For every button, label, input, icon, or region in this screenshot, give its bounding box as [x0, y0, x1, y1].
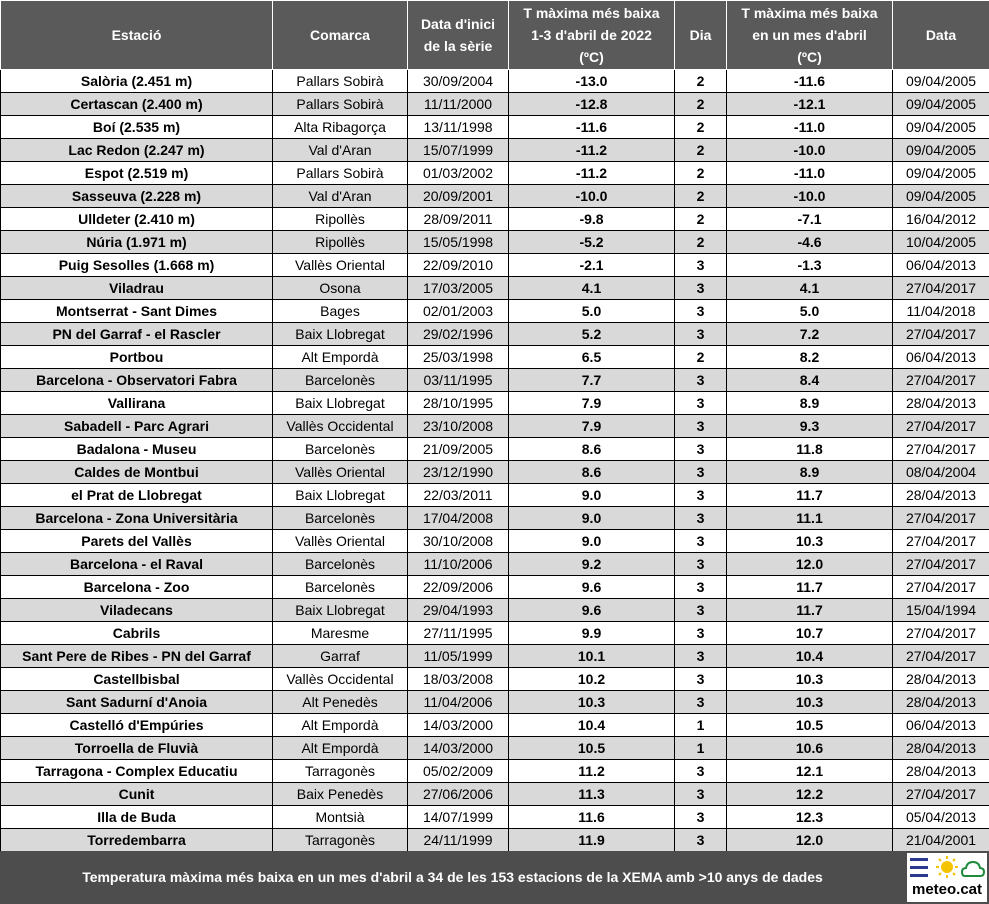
cell-day: 2 — [675, 162, 727, 185]
cell-date: 05/04/2013 — [893, 806, 989, 829]
cell-station: Barcelona - el Raval — [1, 553, 273, 576]
cell-day: 2 — [675, 231, 727, 254]
cell-county: Baix Llobregat — [273, 392, 408, 415]
table-row — [1, 438, 989, 461]
cell-day: 3 — [675, 300, 727, 323]
cell-county: Val d'Aran — [273, 139, 408, 162]
cell-record: 8.4 — [727, 369, 893, 392]
header-day: Dia — [675, 1, 727, 70]
cell-date: 28/04/2013 — [893, 668, 989, 691]
cell-county: Montsià — [273, 806, 408, 829]
cell-day: 3 — [675, 783, 727, 806]
cell-start: 15/05/1998 — [408, 231, 509, 254]
cell-station: Barcelona - Observatori Fabra — [1, 369, 273, 392]
cell-record: 11.7 — [727, 576, 893, 599]
cell-record: -7.1 — [727, 208, 893, 231]
cell-record: 8.9 — [727, 392, 893, 415]
cell-day: 3 — [675, 461, 727, 484]
cell-station: Parets del Vallès — [1, 530, 273, 553]
lines-icon — [910, 858, 928, 877]
cell-record: 4.1 — [727, 277, 893, 300]
cell-tmax: -13.0 — [509, 70, 675, 93]
cell-tmax: 10.5 — [509, 737, 675, 760]
cell-record: 8.2 — [727, 346, 893, 369]
cell-record: -12.1 — [727, 93, 893, 116]
cell-date: 21/04/2001 — [893, 829, 989, 852]
cell-start: 23/10/2008 — [408, 415, 509, 438]
cell-day: 3 — [675, 530, 727, 553]
cell-start: 23/12/1990 — [408, 461, 509, 484]
cell-county: Baix Llobregat — [273, 484, 408, 507]
cell-county: Vallès Oriental — [273, 530, 408, 553]
cell-date: 27/04/2017 — [893, 553, 989, 576]
cell-record: 8.9 — [727, 461, 893, 484]
cell-county: Alt Empordà — [273, 737, 408, 760]
cell-day: 2 — [675, 185, 727, 208]
table-row — [1, 599, 989, 622]
cell-station: Sant Sadurní d'Anoia — [1, 691, 273, 714]
cell-record: 11.7 — [727, 599, 893, 622]
cell-start: 11/04/2006 — [408, 691, 509, 714]
cell-date: 27/04/2017 — [893, 622, 989, 645]
cell-start: 14/03/2000 — [408, 737, 509, 760]
cell-station: Certascan (2.400 m) — [1, 93, 273, 116]
cell-start: 05/02/2009 — [408, 760, 509, 783]
cell-county: Val d'Aran — [273, 185, 408, 208]
cell-start: 01/03/2002 — [408, 162, 509, 185]
cell-day: 3 — [675, 277, 727, 300]
cell-start: 28/10/1995 — [408, 392, 509, 415]
header-tmax-record-line-3: (ºC) — [797, 49, 822, 65]
cell-tmax: 9.6 — [509, 599, 675, 622]
cell-start: 15/07/1999 — [408, 139, 509, 162]
cell-record: 10.3 — [727, 691, 893, 714]
cell-day: 2 — [675, 139, 727, 162]
cell-day: 1 — [675, 737, 727, 760]
cell-county: Alta Ribagorça — [273, 116, 408, 139]
cell-county: Vallès Oriental — [273, 254, 408, 277]
cell-start: 20/09/2001 — [408, 185, 509, 208]
cell-start: 18/03/2008 — [408, 668, 509, 691]
cell-date: 09/04/2005 — [893, 70, 989, 93]
cell-day: 2 — [675, 346, 727, 369]
table-row — [1, 346, 989, 369]
cell-record: -11.0 — [727, 116, 893, 139]
cell-start: 11/05/1999 — [408, 645, 509, 668]
cell-record: 10.5 — [727, 714, 893, 737]
table-row — [1, 208, 989, 231]
cell-county: Baix Llobregat — [273, 599, 408, 622]
cell-tmax: 7.7 — [509, 369, 675, 392]
cell-date: 27/04/2017 — [893, 783, 989, 806]
cell-start: 11/10/2006 — [408, 553, 509, 576]
cell-county: Barcelonès — [273, 369, 408, 392]
cell-tmax: 11.3 — [509, 783, 675, 806]
cell-county: Barcelonès — [273, 553, 408, 576]
cell-county: Maresme — [273, 622, 408, 645]
cell-start: 22/09/2006 — [408, 576, 509, 599]
table-row — [1, 461, 989, 484]
cell-station: Sasseuva (2.228 m) — [1, 185, 273, 208]
table-row — [1, 300, 989, 323]
meteocat-logo-icon — [909, 855, 985, 881]
table-row — [1, 507, 989, 530]
cell-tmax: 9.0 — [509, 507, 675, 530]
table-row — [1, 622, 989, 645]
cell-record: 7.2 — [727, 323, 893, 346]
cell-tmax: -12.8 — [509, 93, 675, 116]
cell-record: 12.0 — [727, 553, 893, 576]
header-tmax-2022-line-1: T màxima més baixa — [523, 5, 660, 21]
cell-day: 3 — [675, 507, 727, 530]
cell-date: 27/04/2017 — [893, 277, 989, 300]
cell-county: Alt Empordà — [273, 714, 408, 737]
cell-day: 3 — [675, 369, 727, 392]
cell-record: -1.3 — [727, 254, 893, 277]
table-row — [1, 645, 989, 668]
cell-station: Castellbisbal — [1, 668, 273, 691]
cell-tmax: 10.2 — [509, 668, 675, 691]
table-row — [1, 392, 989, 415]
cell-county: Bages — [273, 300, 408, 323]
cell-day: 3 — [675, 323, 727, 346]
cell-station: Sant Pere de Ribes - PN del Garraf — [1, 645, 273, 668]
cell-day: 3 — [675, 484, 727, 507]
cell-tmax: -11.2 — [509, 162, 675, 185]
cell-record: 5.0 — [727, 300, 893, 323]
cell-tmax: 5.0 — [509, 300, 675, 323]
cell-station: Portbou — [1, 346, 273, 369]
cell-date: 28/04/2013 — [893, 737, 989, 760]
table-body — [1, 70, 989, 852]
table-row — [1, 691, 989, 714]
cell-tmax: 11.6 — [509, 806, 675, 829]
footer-bar — [0, 851, 989, 904]
table-row — [1, 93, 989, 116]
cell-record: 12.3 — [727, 806, 893, 829]
header-tmax-record — [727, 1, 893, 70]
cell-date: 15/04/1994 — [893, 599, 989, 622]
table-row — [1, 254, 989, 277]
cell-tmax: 8.6 — [509, 438, 675, 461]
cell-county: Baix Penedès — [273, 783, 408, 806]
cell-day: 1 — [675, 714, 727, 737]
cell-date: 06/04/2013 — [893, 714, 989, 737]
cell-county: Ripollès — [273, 231, 408, 254]
cell-station: Vallirana — [1, 392, 273, 415]
cell-start: 14/03/2000 — [408, 714, 509, 737]
table-row — [1, 829, 989, 852]
cell-record: 10.3 — [727, 668, 893, 691]
table-row — [1, 668, 989, 691]
cell-date: 27/04/2017 — [893, 415, 989, 438]
cell-county: Alt Penedès — [273, 691, 408, 714]
cell-tmax: -10.0 — [509, 185, 675, 208]
cell-start: 22/09/2010 — [408, 254, 509, 277]
table-row — [1, 714, 989, 737]
cell-county: Tarragonès — [273, 760, 408, 783]
cell-station: Lac Redon (2.247 m) — [1, 139, 273, 162]
cell-station: Illa de Buda — [1, 806, 273, 829]
cell-day: 3 — [675, 392, 727, 415]
cell-record: -11.0 — [727, 162, 893, 185]
cell-tmax: 5.2 — [509, 323, 675, 346]
meteocat-logo — [907, 853, 987, 902]
cell-start: 30/09/2004 — [408, 70, 509, 93]
cell-start: 27/11/1995 — [408, 622, 509, 645]
cell-date: 10/04/2005 — [893, 231, 989, 254]
cell-start: 21/09/2005 — [408, 438, 509, 461]
cell-record: -10.0 — [727, 139, 893, 162]
cell-station: Montserrat - Sant Dimes — [1, 300, 273, 323]
cell-date: 28/04/2013 — [893, 691, 989, 714]
cell-county: Tarragonès — [273, 829, 408, 852]
cell-county: Vallès Occidental — [273, 415, 408, 438]
cell-date: 06/04/2013 — [893, 346, 989, 369]
cell-tmax: 7.9 — [509, 392, 675, 415]
cell-date: 27/04/2017 — [893, 530, 989, 553]
cell-day: 3 — [675, 645, 727, 668]
table-row — [1, 783, 989, 806]
cell-day: 2 — [675, 208, 727, 231]
cell-record: 9.3 — [727, 415, 893, 438]
cell-day: 3 — [675, 553, 727, 576]
cell-station: Cunit — [1, 783, 273, 806]
cell-start: 29/04/1993 — [408, 599, 509, 622]
table-row — [1, 484, 989, 507]
cell-county: Barcelonès — [273, 576, 408, 599]
cell-station: Viladecans — [1, 599, 273, 622]
cell-station: Espot (2.519 m) — [1, 162, 273, 185]
cell-station: Barcelona - Zona Universitària — [1, 507, 273, 530]
header-tmax-2022-line-3: (ºC) — [579, 49, 604, 65]
cell-date: 28/04/2013 — [893, 392, 989, 415]
header-station: Estació — [1, 1, 273, 70]
cell-start: 25/03/1998 — [408, 346, 509, 369]
cell-county: Ripollès — [273, 208, 408, 231]
header-date: Data — [893, 1, 989, 70]
table-row — [1, 530, 989, 553]
cell-record: 11.1 — [727, 507, 893, 530]
cell-date: 27/04/2017 — [893, 507, 989, 530]
table-row — [1, 277, 989, 300]
cell-tmax: 10.4 — [509, 714, 675, 737]
table-row — [1, 231, 989, 254]
footer-caption: Temperatura màxima més baixa en un mes d'abril a 34 de les 153 estacions de la XEMA amb >10 anys de dades — [82, 869, 823, 885]
cell-record: 11.8 — [727, 438, 893, 461]
table-row — [1, 415, 989, 438]
cell-tmax: 6.5 — [509, 346, 675, 369]
cell-record: 12.2 — [727, 783, 893, 806]
cell-record: 10.4 — [727, 645, 893, 668]
cell-record: 10.7 — [727, 622, 893, 645]
table-row — [1, 737, 989, 760]
cell-tmax: 8.6 — [509, 461, 675, 484]
cell-county: Vallès Oriental — [273, 461, 408, 484]
cell-tmax: 9.0 — [509, 484, 675, 507]
cell-date: 28/04/2013 — [893, 760, 989, 783]
cell-date: 09/04/2005 — [893, 116, 989, 139]
cell-date: 09/04/2005 — [893, 185, 989, 208]
cell-start: 24/11/1999 — [408, 829, 509, 852]
cell-tmax: 9.0 — [509, 530, 675, 553]
cloud-icon — [962, 862, 984, 876]
table-row — [1, 323, 989, 346]
cell-station: Viladrau — [1, 277, 273, 300]
cell-tmax: -11.2 — [509, 139, 675, 162]
cell-record: 10.6 — [727, 737, 893, 760]
cell-county: Barcelonès — [273, 438, 408, 461]
cell-tmax: 4.1 — [509, 277, 675, 300]
cell-start: 30/10/2008 — [408, 530, 509, 553]
table-row — [1, 162, 989, 185]
cell-day: 3 — [675, 691, 727, 714]
cell-start: 03/11/1995 — [408, 369, 509, 392]
cell-station: Torroella de Fluvià — [1, 737, 273, 760]
cell-start: 17/04/2008 — [408, 507, 509, 530]
table-row — [1, 185, 989, 208]
cell-date: 27/04/2017 — [893, 576, 989, 599]
cell-county: Baix Llobregat — [273, 323, 408, 346]
cell-day: 3 — [675, 254, 727, 277]
cell-day: 3 — [675, 668, 727, 691]
cell-start: 13/11/1998 — [408, 116, 509, 139]
cell-day: 3 — [675, 806, 727, 829]
meteocat-logo-text: meteo.cat — [911, 881, 983, 898]
cell-record: 12.0 — [727, 829, 893, 852]
header-series-start-line-1: Data d'inici — [420, 16, 496, 32]
cell-tmax: 11.2 — [509, 760, 675, 783]
cell-date: 11/04/2018 — [893, 300, 989, 323]
cell-tmax: -9.8 — [509, 208, 675, 231]
table-row — [1, 116, 989, 139]
cell-county: Alt Empordà — [273, 346, 408, 369]
cell-station: Núria (1.971 m) — [1, 231, 273, 254]
cell-date: 09/04/2005 — [893, 139, 989, 162]
cell-tmax: -11.6 — [509, 116, 675, 139]
cell-start: 22/03/2011 — [408, 484, 509, 507]
cell-record: 12.1 — [727, 760, 893, 783]
header-series-start — [408, 1, 509, 70]
header-tmax-2022-line-2: 1-3 d'abril de 2022 — [531, 27, 652, 43]
cell-tmax: 10.3 — [509, 691, 675, 714]
cell-station: Cabrils — [1, 622, 273, 645]
cell-county: Pallars Sobirà — [273, 70, 408, 93]
cell-tmax: 9.6 — [509, 576, 675, 599]
table-row — [1, 70, 989, 93]
cell-station: Barcelona - Zoo — [1, 576, 273, 599]
table-row — [1, 760, 989, 783]
table-row — [1, 139, 989, 162]
cell-day: 3 — [675, 415, 727, 438]
header-tmax-record-line-1: T màxima més baixa — [741, 5, 878, 21]
cell-start: 11/11/2000 — [408, 93, 509, 116]
cell-tmax: -2.1 — [509, 254, 675, 277]
cell-day: 3 — [675, 599, 727, 622]
cell-day: 3 — [675, 576, 727, 599]
cell-day: 3 — [675, 829, 727, 852]
cell-tmax: 9.9 — [509, 622, 675, 645]
sun-icon — [936, 856, 958, 878]
cell-date: 09/04/2005 — [893, 162, 989, 185]
cell-start: 02/01/2003 — [408, 300, 509, 323]
cell-day: 3 — [675, 760, 727, 783]
table-row — [1, 576, 989, 599]
cell-day: 2 — [675, 116, 727, 139]
cell-date: 09/04/2005 — [893, 93, 989, 116]
cell-date: 27/04/2017 — [893, 323, 989, 346]
cell-tmax: -5.2 — [509, 231, 675, 254]
cell-date: 27/04/2017 — [893, 645, 989, 668]
cell-station: Ulldeter (2.410 m) — [1, 208, 273, 231]
cell-station: Caldes de Montbui — [1, 461, 273, 484]
cell-record: -11.6 — [727, 70, 893, 93]
header-series-start-line-2: de la sèrie — [423, 38, 493, 54]
cell-date: 27/04/2017 — [893, 369, 989, 392]
cell-date: 16/04/2012 — [893, 208, 989, 231]
cell-station: Tarragona - Complex Educatiu — [1, 760, 273, 783]
cell-station: Salòria (2.451 m) — [1, 70, 273, 93]
cell-station: el Prat de Llobregat — [1, 484, 273, 507]
cell-tmax: 7.9 — [509, 415, 675, 438]
cell-start: 14/07/1999 — [408, 806, 509, 829]
cell-station: Sabadell - Parc Agrari — [1, 415, 273, 438]
cell-day: 2 — [675, 93, 727, 116]
cell-station: Badalona - Museu — [1, 438, 273, 461]
cell-day: 3 — [675, 622, 727, 645]
cell-county: Pallars Sobirà — [273, 93, 408, 116]
cell-day: 2 — [675, 70, 727, 93]
cell-start: 17/03/2005 — [408, 277, 509, 300]
cell-tmax: 10.1 — [509, 645, 675, 668]
cell-county: Vallès Occidental — [273, 668, 408, 691]
cell-start: 27/06/2006 — [408, 783, 509, 806]
cell-station: Puig Sesolles (1.668 m) — [1, 254, 273, 277]
cell-record: 10.3 — [727, 530, 893, 553]
cell-record: 11.7 — [727, 484, 893, 507]
table-row — [1, 553, 989, 576]
cell-tmax: 11.9 — [509, 829, 675, 852]
cell-date: 28/04/2013 — [893, 484, 989, 507]
cell-date: 08/04/2004 — [893, 461, 989, 484]
cell-station: Castelló d'Empúries — [1, 714, 273, 737]
header-tmax-2022 — [509, 1, 675, 70]
table-row — [1, 369, 989, 392]
cell-record: -4.6 — [727, 231, 893, 254]
cell-date: 06/04/2013 — [893, 254, 989, 277]
cell-station: Boí (2.535 m) — [1, 116, 273, 139]
cell-station: Torredembarra — [1, 829, 273, 852]
cell-day: 3 — [675, 438, 727, 461]
header-county: Comarca — [273, 1, 408, 70]
table-row — [1, 806, 989, 829]
header-tmax-record-line-2: en un mes d'abril — [752, 27, 867, 43]
cell-date: 27/04/2017 — [893, 438, 989, 461]
cell-start: 29/02/1996 — [408, 323, 509, 346]
cell-county: Garraf — [273, 645, 408, 668]
cell-record: -10.0 — [727, 185, 893, 208]
cell-county: Barcelonès — [273, 507, 408, 530]
cell-county: Pallars Sobirà — [273, 162, 408, 185]
cell-tmax: 9.2 — [509, 553, 675, 576]
cell-county: Osona — [273, 277, 408, 300]
cell-start: 28/09/2011 — [408, 208, 509, 231]
table-header-row — [1, 1, 989, 70]
cell-station: PN del Garraf - el Rascler — [1, 323, 273, 346]
